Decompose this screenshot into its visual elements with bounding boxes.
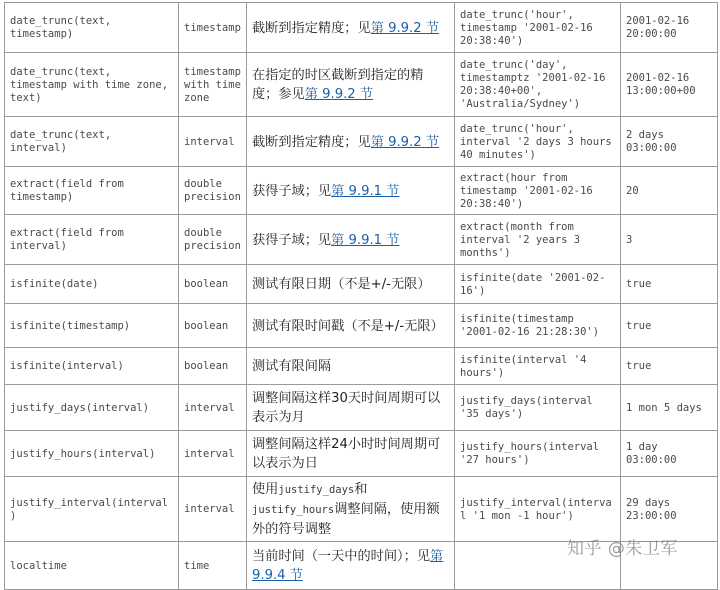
watermark: 知乎 @朱卫军	[567, 539, 678, 559]
return-type: double precision	[179, 215, 247, 265]
result: true	[621, 304, 718, 348]
section-link[interactable]: 第 9.9.2 节	[370, 20, 440, 36]
section-link[interactable]: 第 9.9.1 节	[331, 232, 400, 248]
description-text: 调整间隔，使用额外的符号调整	[252, 502, 440, 537]
example: extract(month from interval '2 years 3 months')	[455, 215, 621, 265]
return-type: interval	[179, 385, 247, 431]
description	[247, 117, 455, 167]
description-text: 截断到指定精度；见	[252, 20, 371, 36]
description-text: 获得子域；见	[252, 232, 332, 248]
function-signature: extract(field from timestamp)	[5, 167, 179, 215]
example: isfinite(date '2001-02-16')	[455, 265, 621, 304]
return-type: interval	[179, 477, 247, 542]
table-row	[5, 265, 718, 304]
table-row	[5, 167, 718, 215]
description: 调整间隔这样30天时间周期可以表示为月	[247, 385, 455, 431]
description-text: 在指定的时区截断到指定的精度；参见	[252, 68, 424, 102]
description: 测试有限时间戳（不是+/-无限）	[247, 304, 455, 348]
example: extract(hour from timestamp '2001-02-16 20:38:40')	[455, 167, 621, 215]
return-type: boolean	[179, 265, 247, 304]
function-signature: localtime	[5, 542, 179, 590]
table-row	[5, 385, 718, 431]
return-type: double precision	[179, 167, 247, 215]
table-row	[5, 117, 718, 167]
description-text: 获得子域；见	[252, 183, 332, 199]
result: 29 days 23:00:00	[621, 477, 718, 542]
table-row	[5, 304, 718, 348]
table-row	[5, 477, 718, 542]
table-row	[5, 53, 718, 117]
table-row	[5, 3, 718, 53]
table-row	[5, 542, 718, 590]
description-text: 当前时间（一天中的时间）；见	[252, 549, 431, 564]
functions-table	[4, 2, 718, 590]
result: 1 mon 5 days	[621, 385, 718, 431]
example: justify_interval(interval '1 mon -1 hour')	[455, 477, 621, 542]
description	[247, 477, 455, 542]
result: 3	[621, 215, 718, 265]
example: isfinite(timestamp '2001-02-16 21:28:30')	[455, 304, 621, 348]
inline-code: justify_hours	[252, 504, 335, 516]
description: 调整间隔这样24小时时间周期可以表示为日	[247, 431, 455, 477]
example: date_trunc('hour', interval '2 days 3 hours 40 minutes')	[455, 117, 621, 167]
return-type: boolean	[179, 348, 247, 385]
function-signature: isfinite(timestamp)	[5, 304, 179, 348]
inline-code: justify_days	[278, 484, 355, 496]
result: 20	[621, 167, 718, 215]
function-signature: date_trunc(text, timestamp with time zone, text)	[5, 53, 179, 117]
return-type: timestamp with time zone	[179, 53, 247, 117]
result: 1 day 03:00:00	[621, 431, 718, 477]
description: 测试有限日期（不是+/-无限）	[247, 265, 455, 304]
table-row	[5, 215, 718, 265]
return-type: boolean	[179, 304, 247, 348]
function-signature: justify_days(interval)	[5, 385, 179, 431]
result: true	[621, 265, 718, 304]
description	[247, 53, 455, 117]
description-text: 和	[354, 482, 368, 497]
description	[247, 167, 455, 215]
example: isfinite(interval '4 hours')	[455, 348, 621, 385]
description-text: 使用	[252, 482, 279, 497]
example	[455, 542, 621, 590]
result: 2001-02-16 13:00:00+00	[621, 53, 718, 117]
return-type: timestamp	[179, 3, 247, 53]
description	[247, 3, 455, 53]
section-link[interactable]: 第 9.9.1 节	[331, 183, 400, 199]
example: date_trunc('day', timestamptz '2001-02-16 20:38:40+00', 'Australia/Sydney')	[455, 53, 621, 117]
description: 测试有限间隔	[247, 348, 455, 385]
return-type: interval	[179, 117, 247, 167]
example: date_trunc('hour', timestamp '2001-02-16 20:38:40')	[455, 3, 621, 53]
result: true	[621, 348, 718, 385]
return-type: time	[179, 542, 247, 590]
function-signature: date_trunc(text, interval)	[5, 117, 179, 167]
function-signature: justify_interval(interval)	[5, 477, 179, 542]
function-signature: isfinite(interval)	[5, 348, 179, 385]
description	[247, 215, 455, 265]
example: justify_days(interval '35 days')	[455, 385, 621, 431]
description	[247, 542, 455, 590]
function-signature: extract(field from interval)	[5, 215, 179, 265]
function-signature: isfinite(date)	[5, 265, 179, 304]
table-row	[5, 431, 718, 477]
result: 2 days 03:00:00	[621, 117, 718, 167]
function-signature: date_trunc(text, timestamp)	[5, 3, 179, 53]
section-link[interactable]: 第 9.9.2 节	[304, 87, 374, 102]
function-signature: justify_hours(interval)	[5, 431, 179, 477]
result	[621, 542, 718, 590]
result: 2001-02-16 20:00:00	[621, 3, 718, 53]
description-text: 截断到指定精度；见	[252, 134, 371, 150]
section-link[interactable]: 第 9.9.2 节	[370, 134, 440, 150]
return-type: interval	[179, 431, 247, 477]
example: justify_hours(interval '27 hours')	[455, 431, 621, 477]
table-row	[5, 348, 718, 385]
section-link[interactable]: 第 9.9.4 节	[252, 549, 444, 583]
